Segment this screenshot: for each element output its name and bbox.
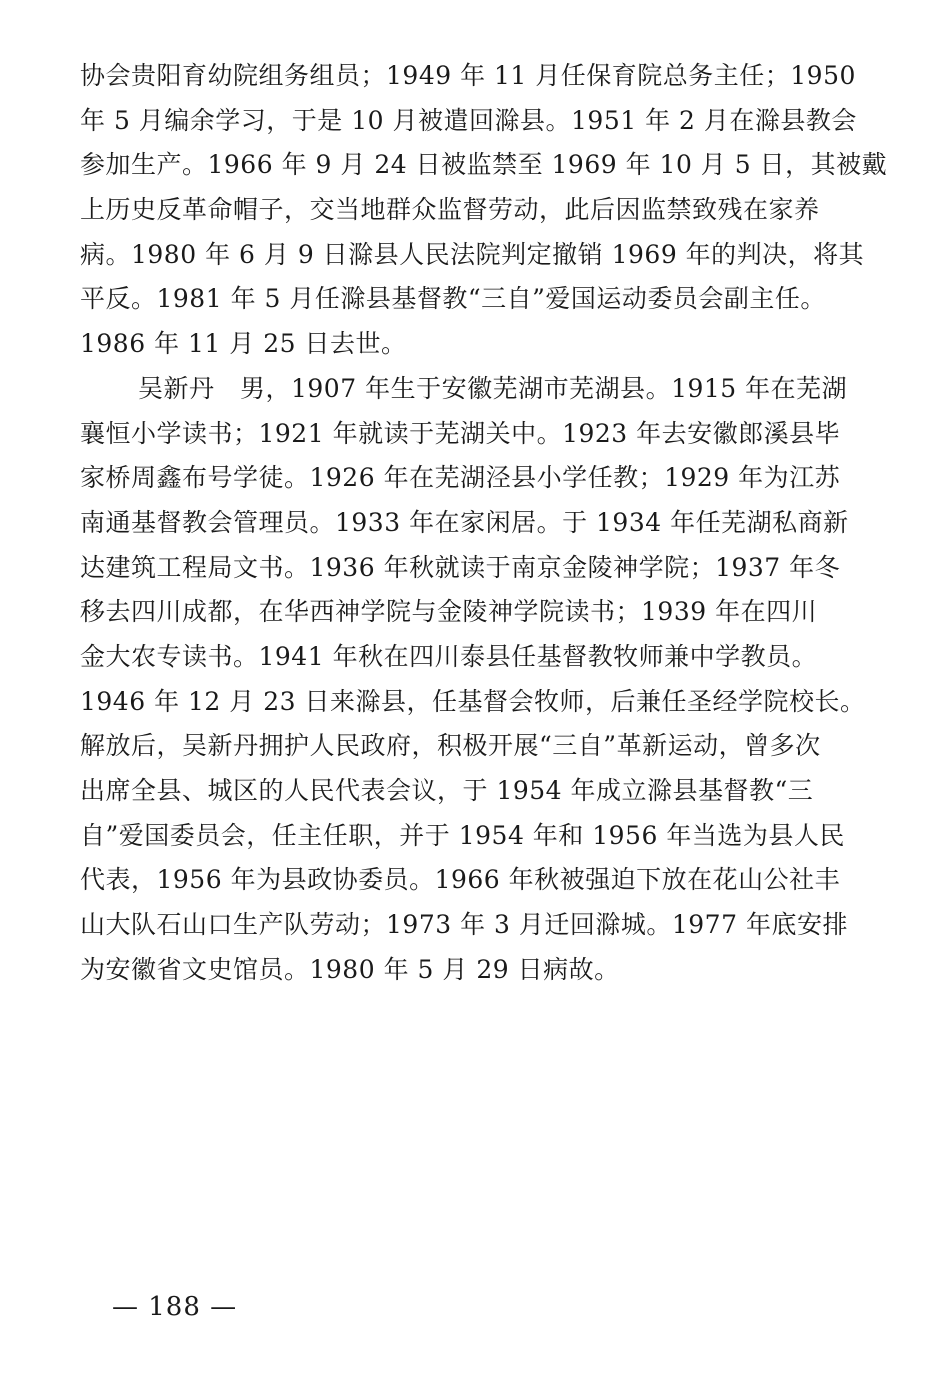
text-line: 为安徽省文史馆员。1980 年 5 月 29 日病故。: [80, 954, 620, 984]
text-line: 解放后，吴新丹拥护人民政府，积极开展“三自”革新运动，曾多次: [80, 731, 821, 761]
text-line: 移去四川成都，在华西神学院与金陵神学院读书；1939 年在四川: [80, 597, 818, 627]
text-line: 代表，1956 年为县政协委员。1966 年秋被强迫下放在花山公社丰: [80, 865, 841, 895]
text-line: 家桥周鑫布号学徒。1926 年在芜湖泾县小学任教；1929 年为江苏: [80, 463, 841, 493]
text-line: 山大队石山口生产队劳动；1973 年 3 月迁回滁城。1977 年底安排: [80, 910, 848, 940]
body-text: [80, 54, 910, 992]
text-line: 自”爱国委员会，任主任职，并于 1954 年和 1956 年当选为县人民: [80, 820, 845, 850]
page-number: — 188 —: [112, 1292, 238, 1322]
text-line: 参加生产。1966 年 9 月 24 日被监禁至 1969 年 10 月 5 日，其被戴: [80, 150, 888, 180]
text-line: 平反。1981 年 5 月任滁县基督教“三自”爱国运动委员会副主任。: [80, 284, 826, 314]
text-line: 金大农专读书。1941 年秋在四川泰县任基督教牧师兼中学教员。: [80, 641, 818, 671]
text-line: 达建筑工程局文书。1936 年秋就读于南京金陵神学院；1937 年冬: [80, 552, 841, 582]
text-line: 吴新丹 男，1907 年生于安徽芜湖市芜湖县。1915 年在芜湖: [138, 373, 848, 403]
text-line: 南通基督教会管理员。1933 年在家闲居。于 1934 年任芜湖私商新: [80, 507, 849, 537]
text-line: 襄恒小学读书；1921 年就读于芜湖关中。1923 年去安徽郎溪县毕: [80, 418, 841, 448]
paragraph-2: [80, 367, 910, 993]
text-line: 病。1980 年 6 月 9 日滁县人民法院判定撤销 1969 年的判决，将其: [80, 239, 865, 269]
text-line: 1986 年 11 月 25 日去世。: [80, 329, 407, 359]
paragraph-1: [80, 54, 910, 367]
text-line: 年 5 月编余学习，于是 10 月被遣回滁县。1951 年 2 月在滁县教会: [80, 105, 857, 135]
text-line: 出席全县、城区的人民代表会议，于 1954 年成立滁县基督教“三: [80, 776, 814, 805]
text-line: 协会贵阳育幼院组务组员；1949 年 11 月任保育院总务主任；1950: [80, 61, 856, 90]
text-line: 1946 年 12 月 23 日来滁县，任基督会牧师，后兼任圣经学院校长。: [80, 686, 866, 716]
text-line: 上历史反革命帽子，交当地群众监督劳动，此后因监禁致残在家养: [80, 195, 820, 225]
